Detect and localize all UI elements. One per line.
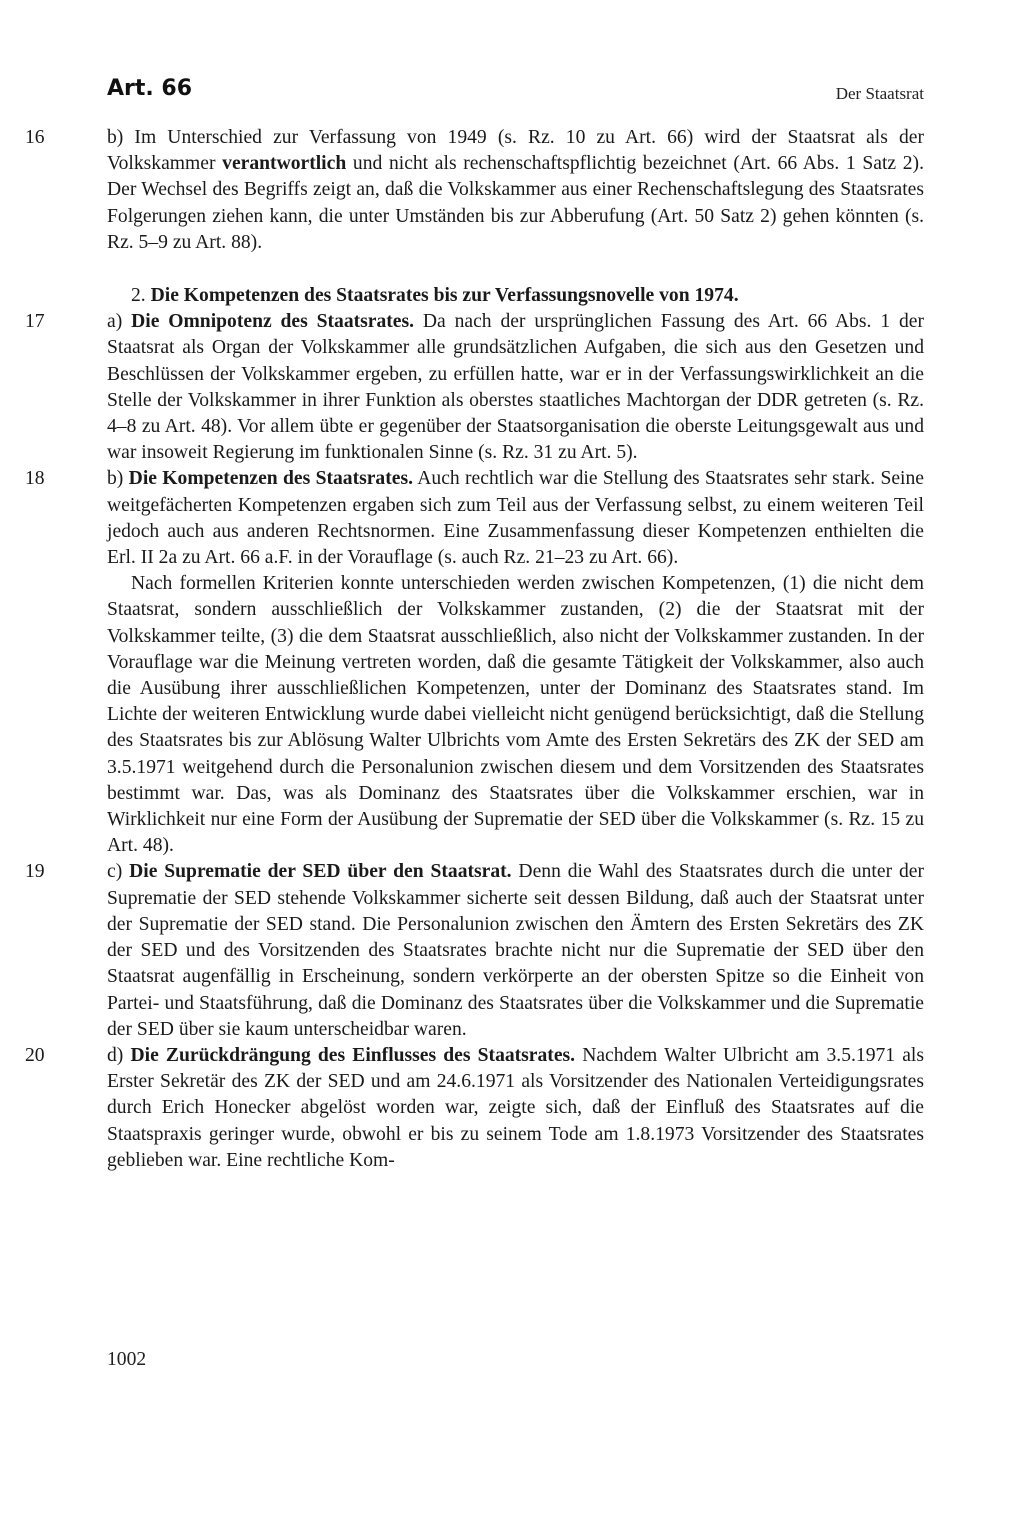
section-heading-title: Die Kompetenzen des Staatsrates bis zur Verfassungsnovelle von 1974. [150,285,739,307]
paragraph-heading: Die Kompetenzen des Staatsrates. [128,468,413,490]
paragraph-18-continuation: Nach formellen Kriterien konnte unterschieden werden zwischen Kompetenzen, (1) die nicht dem Staatsrat, sondern ausschließlich der Volkskammer zustanden, (2) die der Staatsrat mit der Volkskammer teilte, (3) die dem Staatsrat ausschließlich, also nicht der Volkskammer zustanden. In der Vorauflage war die Meinung vertreten worden, daß die gesamte Tätigkeit der Volkskammer, also auch die Ausübung ihrer ausschließlichen Kompetenzen, unter der Dominanz des Staatsrates stand. Im Lichte der weiteren Entwicklung wurde dabei vielleicht nicht genügend berücksichtigt, daß die Stellung des Staatsrates bis zur Ablösung Walter Ulbrichts vom Amte des Ersten Sekretärs des ZK der SED am 3.5.1971 weitgehend durch die Personalunion zwischen diesem und dem Vorsitzenden des Staatsrates bestimmt war. Das, was als Dominanz des Staatsrates über die Volkskammer erschien, war in Wirklichkeit nur eine Form der Ausübung der Suprematie der SED über die Volkskammer (s. Rz. 15 zu Art. 48). [107,573,924,857]
running-header-article: Art. 66 [107,76,193,101]
margin-number: 20 [25,1044,45,1066]
paragraph-text: b) [107,468,129,490]
section-heading-number: 2. [131,285,151,307]
paragraph-text: Denn die Wahl des Staatsrates durch die unter der Suprematie der SED stehende Volkskammer sicherte seit dessen Bildung, daß auch der Staatsrat unter der Suprematie der SED stand. Die Personalunion zwischen den Ämtern des Ersten Sekretärs des ZK der SED und des Vorsitzenden des Staatsrates brachte nicht nur die Suprematie der SED über den Staatsrat augenfällig in Erscheinung, sondern verkörperte an der obersten Spitze so die Einheit von Partei- und Staatsführung, daß die Dominanz des Staatsrates über die Volkskammer und die Suprematie der SED über sie kaum unterscheidbar waren. [107,861,924,1040]
paragraph-text: a) [107,311,132,333]
section-heading [131,283,924,309]
running-header-section: Der Staatsrat [835,84,924,103]
paragraph-17 [25,309,924,466]
body-text [25,125,924,1174]
margin-number: 17 [25,311,45,333]
paragraph-16 [25,125,924,256]
margin-number: 19 [25,861,45,883]
margin-number: 16 [25,127,45,148]
paragraph-text: Nachdem Walter Ulbricht am 3.5.1971 als Erster Sekretär des ZK der SED und am 24.6.1971 als Vorsitzender des Nationalen Verteidigungsrates durch Erich Honecker abgelöst worden war, zeigte sich, daß der Einfluß des Staatsrates auf die Staatspraxis geringer wurde, obwohl er bis zu seinem Tode am 1.8.1973 Vorsitzender des Staatsrates geblieben war. Eine rechtliche Kom- [107,1044,924,1171]
paragraph-text: c) [107,861,130,883]
paragraph-text: Da nach der ursprünglichen Fassung des Art. 66 Abs. 1 der Staatsrat als Organ der Volkskammer alle grundsätzlichen Aufgaben, die sich aus den Gesetzen und Beschlüssen der Volkskammer ergeben, zu erfüllen hatte, war er in der Verfassungswirklichkeit an die Stelle der Volkskammer in ihrer Funktion als oberstes staatliches Machtorgan der DDR getreten (s. Rz. 4–8 zu Art. 48). Vor allem übte er gegenüber der Staatsorganisation die oberste Leitungsgewalt aus und war insoweit Regierung im funktionalen Sinne (s. Rz. 31 zu Art. 5). [107,311,924,464]
page-number: 1002 [107,1349,147,1370]
paragraph-19 [25,859,924,1042]
paragraph-heading: Die Zurückdrängung des Einflusses des Staatsrates. [130,1044,576,1066]
margin-number: 18 [25,468,45,490]
emphasis-text: verantwortlich [222,153,347,175]
paragraph-text: d) [107,1044,131,1066]
paragraph-text: Auch rechtlich war die Stellung des Staatsrates sehr stark. Seine weitgefächerten Kompetenzen ergaben sich zum Teil aus der Verfassung selbst, zu einem weiteren Teil jedoch auch aus anderen Rechtsnormen. Eine Zusammenfassung dieser Kompetenzen enthielten die Erl. II 2a zu Art. 66 a.F. in der Vorauflage (s. auch Rz. 21–23 zu Art. 66). [107,468,924,569]
paragraph-18 [25,466,924,571]
paragraph-text: und nicht als rechenschaftspflichtig bezeichnet (Art. 66 Abs. 1 Satz 2). Der Wechsel des Begriffs zeigt an, daß die Volkskammer aus einer Rechenschaftslegung des Staatsrates Folgerungen ziehen kann, die unter Umständen bis zur Abberufung (Art. 50 Satz 2) gehen könnten (s. Rz. 5–9 zu Art. 88). [107,153,924,253]
paragraph-heading: Die Omnipotenz des Staatsrates. [131,311,415,333]
paragraph-heading: Die Suprematie der SED über den Staatsrat. [129,861,512,883]
paragraph-20 [25,1043,924,1174]
paragraph-text: b) Im Unterschied zur Verfassung von 1949 (s. Rz. 10 zu Art. 66) wird der Staatsrat als der Volkskammer [107,127,924,175]
